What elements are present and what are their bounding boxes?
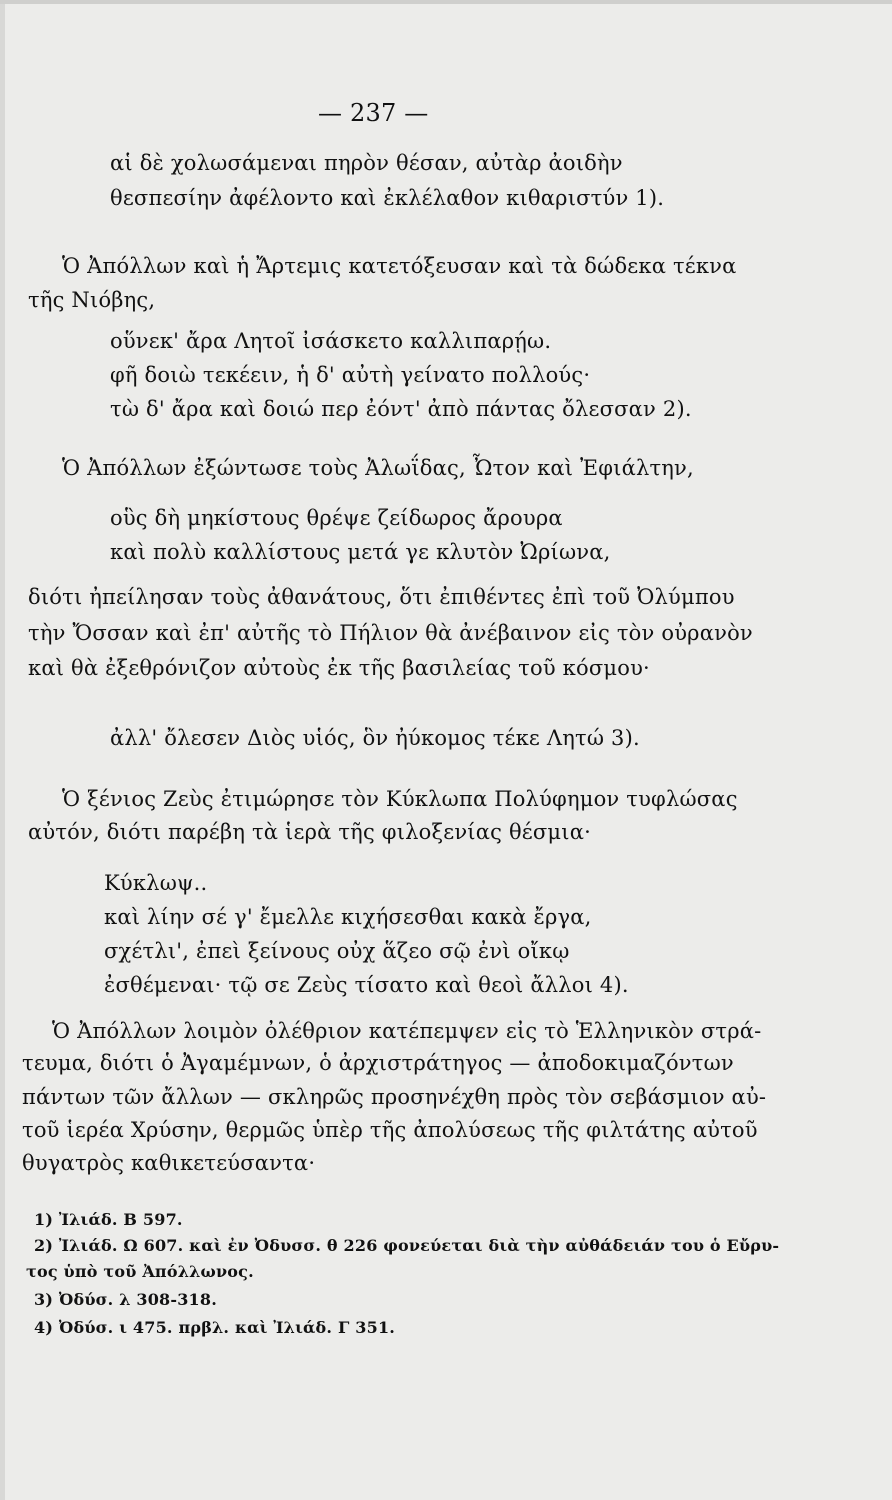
footnote: τος ὑπὸ τοῦ Ἀπόλλωνος. [26,1262,254,1281]
footnote: 3) Ὀδύσ. λ 308-318. [34,1290,217,1309]
scan-left-edge [0,0,5,1500]
verse-line: Κύκλωψ.. [104,871,208,895]
paragraph-line: θυγατρὸς καθικετεύσαντα· [22,1151,316,1175]
paragraph-line: Ὁ Ἀπόλλων καὶ ἡ Ἄρτεμις κατετόξευσαν καὶ τὰ δώδεκα τέκνα [62,254,737,278]
verse-line: αἱ δὲ χολωσάμεναι πηρὸν θέσαν, αὐτὰρ ἀοιδὴν [110,151,623,175]
paragraph-line: τὴν Ὄσσαν καὶ ἐπ' αὐτῆς τὸ Πήλιον θὰ ἀνέβαινον εἰς τὸν οὐρανὸν [28,621,753,645]
footnote: 4) Ὀδύσ. ι 475. πρβλ. καὶ Ἰλιάδ. Γ 351. [34,1318,396,1337]
verse-line: σχέτλι', ἐπεὶ ξείνους οὐχ ἅζεο σῷ ἐνὶ οἴκῳ [104,939,570,963]
footnote: 1) Ἰλιάδ. Β 597. [34,1210,183,1229]
paragraph-line: αὐτόν, διότι παρέβη τὰ ἱερὰ τῆς φιλοξενίας θέσμια· [28,820,591,844]
verse-line: ἐσθέμεναι· τῷ σε Ζεὺς τίσατο καὶ θεοὶ ἄλλοι 4). [104,973,629,997]
scan-top-edge [0,0,892,4]
verse-line: καὶ πολὺ καλλίστους μετά γε κλυτὸν Ὠρίωνα, [110,540,611,564]
verse-line: καὶ λίην σέ γ' ἔμελλε κιχήσεσθαι κακὰ ἔργα, [104,905,592,929]
footnote: 2) Ἰλιάδ. Ω 607. καὶ ἐν Ὀδυσσ. θ 226 φονεύεται διὰ τὴν αὐθάδειάν του ὁ Εὔρυ- [34,1236,780,1255]
paragraph-line: πάντων τῶν ἄλλων — σκληρῶς προσηνέχθη πρὸς τὸν σεβάσμιον αὐ- [22,1085,767,1109]
page-number: — 237 — [318,99,429,127]
paragraph-line: τευμα, διότι ὁ Ἀγαμέμνων, ὁ ἀρχιστράτηγος — ἀποδοκιμαζόντων [22,1051,734,1075]
paragraph-line: τοῦ ἱερέα Χρύσην, θερμῶς ὑπὲρ τῆς ἀπολύσεως τῆς φιλτάτης αὐτοῦ [22,1118,758,1142]
verse-line: οὕνεκ' ἄρα Λητοῖ ἰσάσκετο καλλιπαρῄω. [110,329,552,353]
paragraph-line: τῆς Νιόβης, [28,288,156,312]
paragraph-line: Ὁ ξένιος Ζεὺς ἐτιμώρησε τὸν Κύκλωπα Πολύφημον τυφλώσας [62,787,738,811]
paragraph-line: Ὁ Ἀπόλλων ἐξώντωσε τοὺς Ἀλωΐδας, Ὦτον καὶ Ἐφιάλτην, [62,456,694,480]
verse-line: φῆ δοιὼ τεκέειν, ἡ δ' αὐτὴ γείνατο πολλούς· [110,363,591,387]
paragraph-line: καὶ θὰ ἐξεθρόνιζον αὐτοὺς ἐκ τῆς βασιλείας τοῦ κόσμου· [28,656,650,680]
verse-line: τὼ δ' ἄρα καὶ δοιώ περ ἐόντ' ἀπὸ πάντας ὄλεσσαν 2). [110,397,692,421]
paragraph-line: Ὁ Ἀπόλλων λοιμὸν ὀλέθριον κατέπεμψεν εἰς τὸ Ἑλληνικὸν στρά- [52,1019,762,1043]
verse-line: οὓς δὴ μηκίστους θρέψε ζείδωρος ἄρουρα [110,506,563,530]
verse-line: θεσπεσίην ἀφέλοντο καὶ ἐκλέλαθον κιθαριστύν 1). [110,186,665,210]
paragraph-line: διότι ἠπείλησαν τοὺς ἀθανάτους, ὅτι ἐπιθέντες ἐπὶ τοῦ Ὀλύμπου [28,585,735,609]
verse-line: ἀλλ' ὄλεσεν Διὸς υἱός, ὃν ἠύκομος τέκε Λητώ 3). [110,726,640,750]
